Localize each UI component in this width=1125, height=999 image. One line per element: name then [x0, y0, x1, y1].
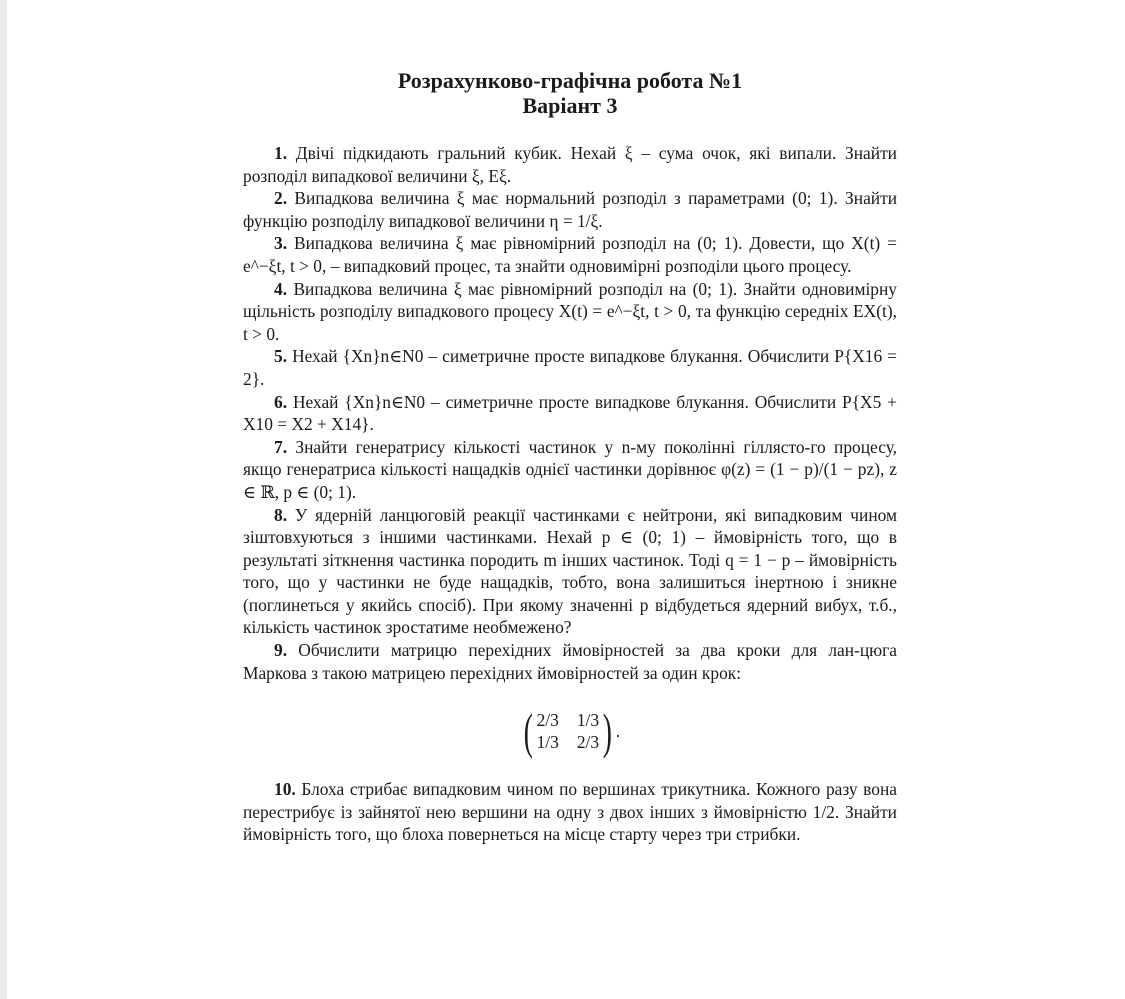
task-10 — [243, 778, 897, 846]
right-paren: ) — [602, 703, 612, 760]
task-5 — [243, 345, 897, 390]
task-number: 1. — [274, 143, 288, 163]
task-number: 5. — [274, 346, 288, 367]
left-edge — [0, 0, 7, 999]
task-9 — [243, 639, 897, 684]
task-text: Двічі підкидають гральний кубик. Нехай ξ – сума очок, які випали. Знайти розподіл випадкової величини ξ, Eξ. — [243, 143, 897, 186]
task-1 — [243, 142, 897, 187]
task-3 — [243, 232, 897, 277]
task-number: 8. — [274, 504, 288, 525]
document-title: Розрахунково-графічна робота №1 — [397, 68, 743, 93]
task-text: Нехай {Xn}n∈N0 – симетричне просте випадкове блукання. Обчислити P{X5 + X10 = X2 + X14}. — [243, 391, 897, 435]
task-text: Нехай {Xn}n∈N0 – симетричне просте випадкове блукання. Обчислити P{X16 = 2}. — [243, 346, 897, 389]
transition-matrix — [243, 684, 897, 778]
task-number: 9. — [274, 640, 288, 661]
task-list — [243, 142, 897, 846]
left-paren: ( — [523, 703, 533, 760]
task-text: Випадкова величина ξ має рівномірний розподіл на (0; 1). Довести, що X(t) = e^−ξt, t > 0, – випадковий процес, та знайти одновимірні розподіли цього процесу. — [243, 233, 897, 276]
task-text: Знайти генератрису кількості частинок у n-му поколінні гіллясто-го процесу, якщо генератриса кількості нащадків однієї частинки дорівнює φ(z) = (1 − p)/(1 − pz), z ∈ ℝ, p ∈ (0; 1). — [243, 436, 897, 502]
task-number: 6. — [274, 391, 288, 412]
task-number: 2. — [274, 188, 288, 209]
task-4 — [243, 278, 897, 346]
task-text: Випадкова величина ξ має нормальний розподіл з параметрами (0; 1). Знайти функцію розподілу випадкової величини η = 1/ξ. — [243, 188, 897, 231]
matrix-cell: 1/3 — [576, 710, 600, 731]
task-text: Обчислити матрицю перехідних ймовірностей за два кроки для лан-цюга Маркова з такою матрицею перехідних ймовірностей за один крок: — [243, 640, 897, 683]
matrix-cell: 2/3 — [536, 710, 559, 731]
task-text: Блоха стрибає випадковим чином по вершинах трикутника. Кожного разу вона перестрибує із зайнятої нею вершини на одну з двох інших з ймовірністю 1/2. Знайти ймовірність того, що блоха повернеться на місце старту через три стрибки. — [243, 779, 897, 845]
task-7 — [243, 436, 897, 504]
task-8 — [243, 504, 897, 640]
task-text: Випадкова величина ξ має рівномірний розподіл на (0; 1). Знайти одновимірну щільність розподілу випадкового процесу X(t) = e^−ξt, t > 0, та функцію середніх EX(t), t > 0. — [243, 278, 897, 344]
variant-title: Варіант 3 — [522, 93, 618, 118]
task-number: 4. — [274, 278, 288, 299]
task-text: У ядерній ланцюговій реакції частинками є нейтрони, які випадковим чином зіштовхуються з іншими частинками. Нехай p ∈ (0; 1) – ймовірність того, що в результаті зіткнення частинка породить m інших частинок. Тоді q = 1 − p – ймовірність того, що у частинки не буде нащадків, тобто, вона залишиться інертною і зникне (поглинеться у якийсь спосіб). При якому значенні p відбудеться ядерний вибух, т.б., кількість частинок зростатиме необмежено? — [243, 504, 897, 638]
task-6 — [243, 391, 897, 436]
task-number: 10. — [274, 779, 296, 800]
document-page — [243, 68, 897, 846]
task-number: 7. — [274, 436, 288, 457]
task-number: 3. — [274, 233, 288, 254]
matrix-cell: 2/3 — [576, 732, 600, 753]
matrix-grid — [537, 709, 599, 753]
matrix-cell: 1/3 — [536, 732, 559, 753]
matrix-trailing-dot: . — [615, 720, 621, 741]
task-2 — [243, 187, 897, 232]
matrix — [520, 703, 621, 760]
